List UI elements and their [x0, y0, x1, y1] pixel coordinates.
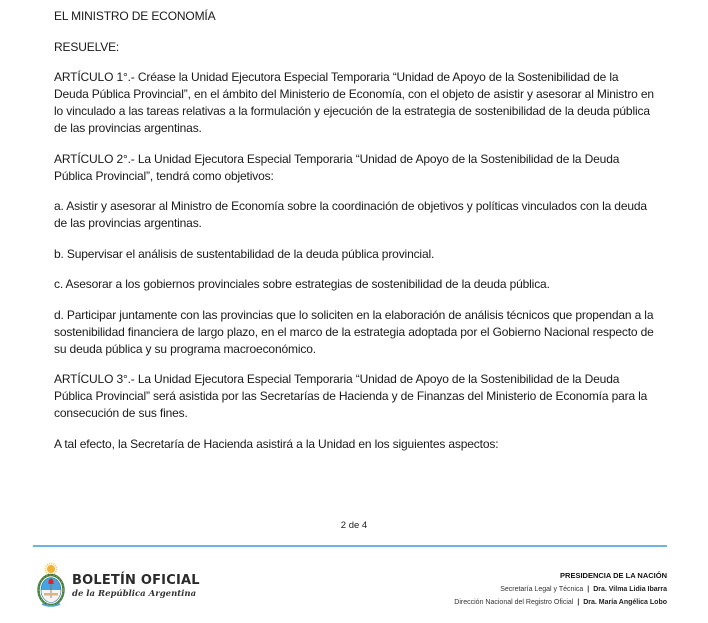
objective-a-line: a. Asistir y asesorar al Ministro de Economía sobre la coordinación de objetivos y políticas vinculados con la deuda [54, 199, 647, 213]
footer-divider [33, 545, 667, 547]
registry-office: Dirección Nacional del Registro Oficial [454, 599, 574, 606]
article-2-line: Pública Provincial”, tendrá como objetivos: [54, 168, 274, 183]
article-3-line: Pública Provincial” será asistida por las Secretarías de Hacienda y de Finanzas del Ministerio de Economía para la [54, 389, 648, 403]
objective-d-line: sostenibilidad financiera de largo plazo, en el marco de la estrategia adoptada por el Gobierno Nacional respecto de [54, 324, 654, 339]
objective-d-line: su deuda pública y su programa macroeconómico. [54, 341, 316, 356]
separator: | [587, 585, 590, 593]
resolves-heading [54, 39, 674, 56]
article-3-line: ARTÍCULO 3°.- La Unidad Ejecutora Especial Temporaria “Unidad de Apoyo de la Sostenibilidad de la Deuda [54, 372, 620, 386]
registry-line [454, 596, 667, 610]
objective-a-line: de las provincias argentinas. [54, 216, 202, 230]
effect-line: A tal efecto, la Secretaría de Hacienda asistirá a la Unidad en los siguientes aspectos: [54, 436, 499, 451]
effect-paragraph [54, 436, 674, 453]
legal-secretariat-office: Secretaría Legal y Técnica [500, 585, 584, 593]
objective-d [54, 307, 674, 358]
logo-subtitle: de la República Argentina [72, 588, 197, 599]
coat-of-arms-icon [36, 562, 66, 610]
article-1 [54, 69, 674, 137]
objective-b [54, 246, 674, 263]
legal-secretariat-name: Dra. Vilma Lidia Ibarra [593, 585, 667, 593]
article-1-line: lo vinculado a las tareas relativas a la formulación y ejecución de la estrategia de sostenibilidad de la deuda pública [54, 104, 650, 118]
minister-heading [54, 8, 674, 25]
article-3 [54, 371, 674, 422]
article-1-line: ARTÍCULO 1°.- Créase la Unidad Ejecutora Especial Temporaria “Unidad de Apoyo de la Sostenibilidad de la [54, 70, 619, 84]
separator: | [577, 599, 580, 606]
objective-d-line: d. Participar juntamente con las provincias que lo soliciten en la elaboración de análisis técnicos que propendan a la [54, 307, 654, 322]
footer-credits [454, 569, 667, 610]
registry-name: Dra. María Angélica Lobo [583, 599, 667, 606]
resolves-text: RESUELVE: [54, 39, 120, 54]
presidency-title: PRESIDENCIA DE LA NACIÓN [560, 571, 667, 580]
objective-a [54, 198, 674, 232]
page-number: 2 de 4 [340, 520, 368, 531]
article-2-line: ARTÍCULO 2°.- La Unidad Ejecutora Especial Temporaria “Unidad de Apoyo de la Sostenibilidad de la Deuda [54, 151, 620, 166]
sun-icon [45, 563, 56, 574]
objective-b-line: b. Supervisar el análisis de sustentabilidad de la deuda pública provincial. [54, 246, 435, 261]
objective-c-line: c. Asesorar a los gobiernos provinciales sobre estrategias de sostenibilidad de la deuda pública. [54, 277, 550, 291]
logo-text [72, 573, 200, 600]
article-3-line: consecución de sus fines. [54, 406, 188, 420]
logo-title: BOLETÍN OFICIAL [72, 572, 200, 588]
legal-secretariat-line [454, 583, 667, 597]
minister-heading-text: EL MINISTRO DE ECONOMÍA [54, 9, 216, 23]
objective-c [54, 276, 674, 293]
article-1-line: de las provincias argentinas. [54, 121, 202, 135]
article-2 [54, 151, 674, 185]
article-1-line: Deuda Pública Provincial”, en el ámbito del Ministerio de Economía, con el objeto de asistir y asesorar al Ministro en [54, 87, 654, 101]
boletin-oficial-logo [36, 562, 200, 610]
document-body [54, 8, 674, 466]
